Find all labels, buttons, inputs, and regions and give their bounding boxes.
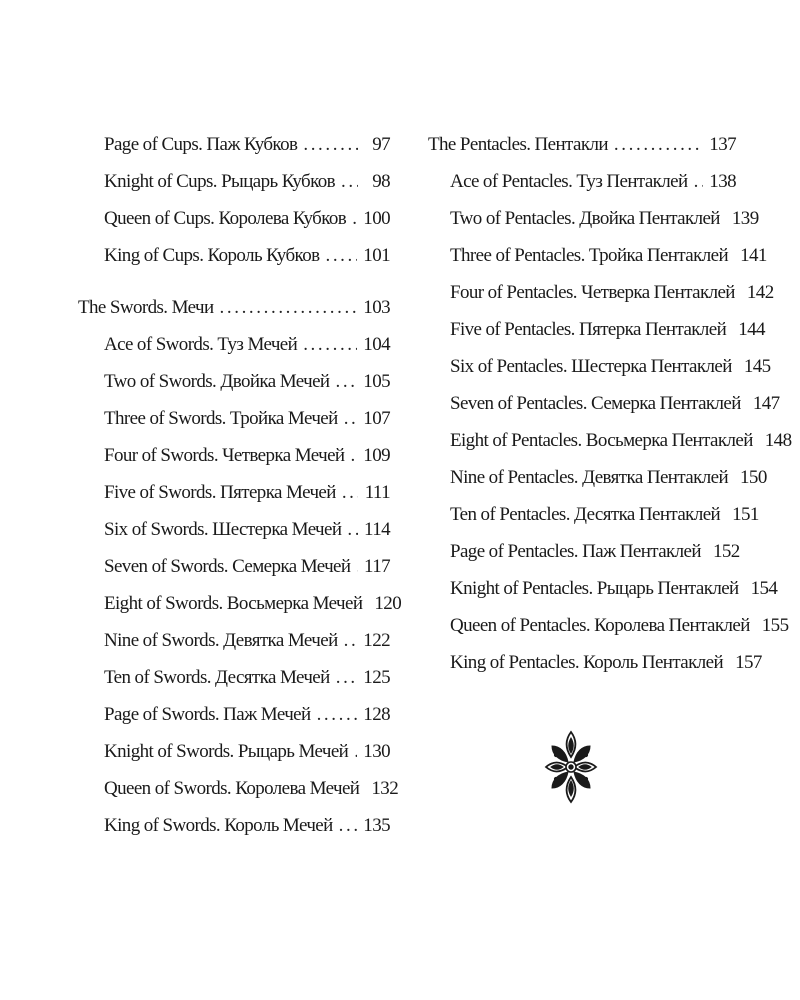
toc-entry-page-number: 155 xyxy=(761,615,789,636)
toc-entry-three-of-pentacles[interactable] xyxy=(428,237,767,274)
toc-entry-title: Queen of Swords. Королева Мечей xyxy=(104,778,360,799)
toc-entry-title: Nine of Swords. Девятка Мечей xyxy=(104,630,338,651)
toc-entry-page-number: 98 xyxy=(372,171,390,192)
toc-entry-title: Six of Swords. Шестерка Мечей xyxy=(104,519,342,540)
toc-entry-page-number: 148 xyxy=(764,430,792,451)
toc-entry-title: Seven of Swords. Семерка Мечей xyxy=(104,556,351,577)
toc-entry-title: Three of Swords. Тройка Мечей xyxy=(104,408,338,429)
toc-entry-knight-of-cups[interactable] xyxy=(78,163,390,200)
toc-entry-ten-of-swords[interactable] xyxy=(78,659,390,696)
toc-entry-page-number: 130 xyxy=(363,741,390,762)
toc-entry-page-number: 105 xyxy=(363,371,390,392)
dot-leader xyxy=(351,437,358,474)
toc-entry-knight-of-swords[interactable] xyxy=(78,733,390,770)
dot-leader xyxy=(694,163,704,200)
dot-leader xyxy=(352,200,357,237)
toc-entry-five-of-swords[interactable] xyxy=(78,474,390,511)
dot-leader xyxy=(342,474,358,511)
toc-entry-page-number: 147 xyxy=(752,393,780,414)
toc-entry-page-number: 109 xyxy=(363,445,390,466)
toc-entry-title: Six of Pentacles. Шестерка Пентаклей xyxy=(450,356,732,377)
toc-entry-king-of-cups[interactable] xyxy=(78,237,390,274)
toc-entry-knight-of-pentacles[interactable] xyxy=(428,570,778,607)
toc-entry-page-number: 97 xyxy=(372,134,390,155)
toc-entry-page-number: 151 xyxy=(732,504,759,525)
dot-leader xyxy=(354,733,357,770)
toc-entry-title: Page of Cups. Паж Кубков xyxy=(104,134,298,155)
dot-leader xyxy=(303,126,358,163)
toc-entry-ace-of-swords[interactable] xyxy=(78,326,390,363)
toc-entry-title: Four of Swords. Четверка Мечей xyxy=(104,445,345,466)
toc-entry-queen-of-swords[interactable] xyxy=(78,770,399,807)
toc-entry-page-number: 142 xyxy=(746,282,774,303)
dot-leader xyxy=(336,363,358,400)
toc-entry-page-number: 138 xyxy=(709,171,736,192)
toc-entry-nine-of-pentacles[interactable] xyxy=(428,459,767,496)
toc-entry-title: Eight of Pentacles. Восьмерка Пентаклей xyxy=(450,430,753,451)
toc-entry-title: Four of Pentacles. Четверка Пентаклей xyxy=(450,282,735,303)
toc-entry-three-of-swords[interactable] xyxy=(78,400,390,437)
toc-entry-page-of-cups[interactable] xyxy=(78,126,390,163)
toc-entry-nine-of-swords[interactable] xyxy=(78,622,390,659)
toc-entry-title: The Pentacles. Пентакли xyxy=(428,134,608,155)
toc-entry-title: Ten of Pentacles. Десятка Пентаклей xyxy=(450,504,721,525)
toc-entry-page-number: 154 xyxy=(750,578,778,599)
toc-entry-king-of-pentacles[interactable] xyxy=(428,644,762,681)
toc-entry-four-of-pentacles[interactable] xyxy=(428,274,774,311)
toc-entry-six-of-swords[interactable] xyxy=(78,511,390,548)
toc-entry-eight-of-pentacles[interactable] xyxy=(428,422,792,459)
toc-entry-the-swords[interactable] xyxy=(78,289,390,326)
toc-entry-page-number: 144 xyxy=(738,319,765,340)
toc-entry-ace-of-pentacles[interactable] xyxy=(428,163,736,200)
toc-entry-page-number: 101 xyxy=(363,245,390,266)
toc-entry-eight-of-swords[interactable] xyxy=(78,585,402,622)
toc-entry-title: Page of Pentacles. Паж Пентаклей xyxy=(450,541,701,562)
toc-entry-title: Eight of Swords. Восьмерка Мечей xyxy=(104,593,363,614)
toc-entry-page-number: 100 xyxy=(363,208,390,229)
toc-entry-title: Three of Pentacles. Тройка Пентаклей xyxy=(450,245,729,266)
toc-entry-queen-of-cups[interactable] xyxy=(78,200,390,237)
dot-leader xyxy=(344,400,358,437)
dot-leader xyxy=(347,511,358,548)
toc-entry-page-number: 107 xyxy=(363,408,390,429)
toc-entry-title: Five of Pentacles. Пятерка Пентаклей xyxy=(450,319,727,340)
toc-entry-queen-of-pentacles[interactable] xyxy=(428,607,789,644)
toc-entry-title: Ace of Pentacles. Туз Пентаклей xyxy=(450,171,688,192)
toc-entry-king-of-swords[interactable] xyxy=(78,807,390,844)
toc-entry-title: Page of Swords. Паж Мечей xyxy=(104,704,311,725)
toc-entry-page-number: 114 xyxy=(364,519,390,540)
toc-entry-title: Knight of Swords. Рыцарь Мечей xyxy=(104,741,349,762)
toc-entry-title: King of Swords. Король Мечей xyxy=(104,815,333,836)
toc-entry-page-number: 120 xyxy=(374,593,402,614)
toc-entry-title: Ten of Swords. Десятка Мечей xyxy=(104,667,330,688)
toc-entry-title: Ace of Swords. Туз Мечей xyxy=(104,334,298,355)
toc-entry-page-number: 125 xyxy=(363,667,390,688)
toc-entry-seven-of-swords[interactable] xyxy=(78,548,390,585)
toc-entry-page-number: 103 xyxy=(363,297,390,318)
dot-leader xyxy=(325,237,357,274)
toc-entry-title: Knight of Cups. Рыцарь Кубков xyxy=(104,171,336,192)
toc-entry-page-number: 117 xyxy=(364,556,390,577)
dot-leader xyxy=(336,659,358,696)
toc-entry-page-number: 137 xyxy=(709,134,736,155)
toc-entry-page-number: 111 xyxy=(364,482,390,503)
dot-leader xyxy=(303,326,357,363)
toc-entry-page-number: 132 xyxy=(371,778,399,799)
toc-entry-page-number: 152 xyxy=(712,541,740,562)
toc-entry-six-of-pentacles[interactable] xyxy=(428,348,771,385)
toc-entry-ten-of-pentacles[interactable] xyxy=(428,496,759,533)
toc-entry-title: Nine of Pentacles. Девятка Пентаклей xyxy=(450,467,729,488)
toc-entry-title: Knight of Pentacles. Рыцарь Пентаклей xyxy=(450,578,739,599)
toc-entry-title: Queen of Pentacles. Королева Пентаклей xyxy=(450,615,750,636)
toc-entry-page-number: 122 xyxy=(363,630,390,651)
toc-entry-four-of-swords[interactable] xyxy=(78,437,390,474)
toc-entry-title: King of Pentacles. Король Пентаклей xyxy=(450,652,724,673)
toc-entry-title: Seven of Pentacles. Семерка Пентаклей xyxy=(450,393,741,414)
toc-entry-two-of-pentacles[interactable] xyxy=(428,200,759,237)
toc-entry-page-number: 135 xyxy=(363,815,390,836)
toc-entry-seven-of-pentacles[interactable] xyxy=(428,385,780,422)
dot-leader xyxy=(341,163,358,200)
toc-entry-page-number: 157 xyxy=(735,652,762,673)
toc-column-left xyxy=(78,126,402,844)
toc-entry-page-number: 128 xyxy=(363,704,390,725)
dot-leader xyxy=(614,126,703,163)
dot-leader xyxy=(220,289,358,326)
toc-entry-title: Five of Swords. Пятерка Мечей xyxy=(104,482,336,503)
dot-leader xyxy=(317,696,358,733)
dot-leader xyxy=(339,807,358,844)
toc-entry-page-number: 145 xyxy=(743,356,771,377)
toc-entry-the-pentacles[interactable] xyxy=(428,126,736,163)
toc-entry-two-of-swords[interactable] xyxy=(78,363,390,400)
toc-entry-page-of-swords[interactable] xyxy=(78,696,390,733)
dot-leader xyxy=(356,548,358,585)
toc-column-right xyxy=(428,126,792,681)
toc-entry-page-number: 141 xyxy=(740,245,767,266)
toc-entry-title: The Swords. Мечи xyxy=(78,297,214,318)
toc-entry-title: Queen of Cups. Королева Кубков xyxy=(104,208,347,229)
toc-entry-title: King of Cups. Король Кубков xyxy=(104,245,320,266)
toc-entry-page-number: 104 xyxy=(363,334,390,355)
toc-entry-page-number: 139 xyxy=(731,208,759,229)
floral-ornament-icon xyxy=(544,730,598,804)
dot-leader xyxy=(344,622,358,659)
toc-entry-five-of-pentacles[interactable] xyxy=(428,311,765,348)
toc-entry-title: Two of Swords. Двойка Мечей xyxy=(104,371,330,392)
toc-entry-page-number: 150 xyxy=(740,467,767,488)
toc-entry-title: Two of Pentacles. Двойка Пентаклей xyxy=(450,208,720,229)
toc-entry-page-of-pentacles[interactable] xyxy=(428,533,740,570)
